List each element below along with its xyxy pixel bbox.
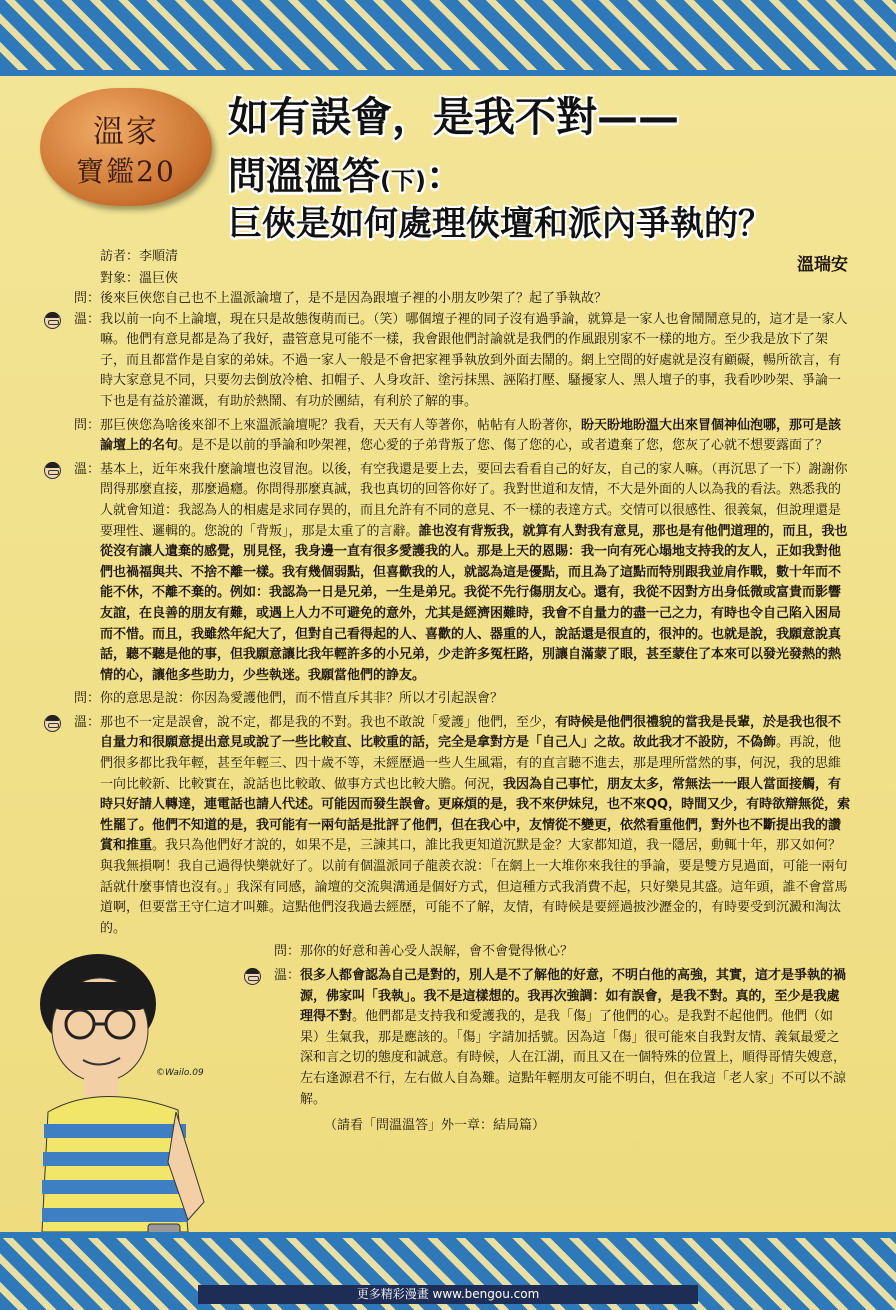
- author-name: 溫瑞安: [797, 255, 848, 275]
- lower-column: [244, 942, 852, 1136]
- answer-plain: 。我只為他們好才說的，如果不是，三諫其口，誰比我更知道沉默是金？大家都知道，我一隱居，動輒十年，那又如何？與我無損啊！我自己過得快樂就好了。以前有個溫派同子龍羨衣說：「在網上一大堆你來我往的爭論，要是雙方見過面，可能一兩句話就什麼事情也沒有。」我深有同感，論壇的交流與溝通是個好方式，但這種方式我消費不起，只好樂見其盛。這年頭，誰不會當馬道啊，但要當王守仁這才叫難。這點他們沒我過去經歷，可能不了解，友情，有時候是要經過披沙瀝金的，有時要受到沉澱和淘汰的。: [100, 838, 848, 936]
- interviewer: 訪者：李順清: [100, 249, 179, 264]
- question-text: [100, 416, 852, 457]
- subject: 對象：溫巨俠: [100, 271, 179, 286]
- question-3: [44, 689, 852, 710]
- answer-label: 溫：: [73, 311, 100, 327]
- closing-note: （請看「問溫溫答」外一章：結局篇）: [324, 1118, 546, 1134]
- answer-label: 溫：: [73, 714, 100, 730]
- answer-label: 溫：: [73, 461, 100, 477]
- question-label: 問：: [73, 691, 100, 707]
- question-1: [44, 289, 852, 310]
- answer-2: [44, 460, 852, 687]
- title-line2-colon: ：: [425, 154, 464, 198]
- answer-text: [100, 713, 852, 940]
- footer-banner[interactable]: 更多精彩漫畫 www.bengou.com: [198, 1285, 698, 1304]
- answer-bold: 很多人都會認為自己是對的，別人是不了解他的好意，不明白他的高強，其實，這才是爭執的禍源，佛家叫「我執」。我不是這樣想的。我再次強調：如有誤會，是我不對。真的，至少是我處理得不對: [300, 968, 847, 1025]
- answer-1: [44, 310, 852, 413]
- answer-text: 我以前一向不上論壇，現在只是故態復萌而已。（笑）哪個壇子裡的同子沒有過爭論，就算是一家人也會鬧鬧意見的，這才是一家人嘛。他們有意見都是為了我好，盡管意見可能不一樣，我會跟他們討論就是我們的作風跟別家不一樣的地方。至少我是放下了架子，而且都當作是自家的弟妹。不過一家人一般是不會把家裡爭執放到外面去鬧的。網上空間的好處就是沒有顧礙，暢所欲言，有時大家意見不同，只要勿去倒放冷槍、扣帽子、人身攻訐、塗污抹黑、誣陷打壓、騷擾家人、黑人壇子的事，我看吵吵架、爭論一下也是有益於灌溉，有助於熱鬧、有功於團結，有利於了解的事。: [100, 311, 848, 409]
- question-4: [244, 942, 852, 963]
- question-label: 問：: [273, 944, 300, 960]
- answer-4: [244, 966, 852, 1110]
- title-line2: [228, 145, 464, 200]
- badge-line1: 溫家: [93, 114, 159, 150]
- answer-text: [300, 966, 852, 1110]
- question-text: 後來巨俠您自己也不上溫派論壇了，是不是因為跟壇子裡的小朋友吵架了？起了爭執故？: [100, 291, 608, 306]
- question-bold: 盼天盼地盼溫大出來冒個神仙泡哪，那可是該論壇上的名句: [100, 417, 842, 454]
- answer-plain: 。再說，他們很多都比我年輕，甚至年輕三、四十歲不等，未經歷過一些人生風霜，有的直言聽不進去，那是理所當然的事，何況，我的思維一向比較新、比較實在，說話也比較敢、做事方式也比較大膽。何況，: [100, 735, 842, 792]
- badge-line2: 寶鑑20: [76, 155, 176, 188]
- title-line1: 如有誤會，是我不對——: [228, 93, 679, 141]
- title-line2-main: 問溫溫答: [228, 154, 381, 198]
- answer-plain: 基本上，近年來我什麼論壇也沒冒泡。以後，有空我還是要上去，要回去看看自己的好友，自己的家人嘛。（再沉思了一下）謝謝你問得那麼直接，那麼過癮。你問得那麼真誠，我也真切的回答你好了。我對世道和友情，不大是外面的人以為我的看法。熟悉我的人就會知道：我認為人的相處是求同存異的，而且允許有不同的意見、不一樣的表達方式。交情可以很感性、很義氣，但說理還是要理性、邏輯的。您說的「背叛」，那是太重了的言辭。: [100, 461, 848, 539]
- title-line2-small: (下): [380, 167, 426, 195]
- question-label: 問：: [73, 291, 100, 306]
- answer-label: 溫：: [273, 968, 300, 983]
- answer-3: [44, 713, 852, 940]
- question-text: 那你的好意和善心受人誤解，會不會覺得愀心？: [300, 944, 574, 960]
- question-2: [44, 416, 852, 457]
- signature: ©Wailo.09: [156, 1068, 204, 1078]
- series-badge-stone: [40, 88, 212, 206]
- answer-plain: 。他們都是支持我和愛護我的，是我「傷」了他們的心。是我對不起他們。他們（如果）生氣我，那是應該的。「傷」字請加括號。因為這「傷」很可能來自我對友情、義氣最愛之深和言之切的態度和誠意。有時候，人在江湖，而且又在一個特殊的位置上，順得哥情失嫂意，左右逢源君不行，左右做人自為難。這點年輕朋友可能不明白，但在我這「老人家」不可以不諒解。: [300, 1009, 847, 1107]
- answer-bold: 有時候是他們很禮貌的當我是長輩，於是我也很不自量力和很願意提出意見或說了一些比較直、比較重的話，完全是拿對方是「自己人」之故。故此我才不設防，不偽飾: [100, 714, 842, 751]
- answer-bold: 我因為自己事忙，朋友太多，常無法一一跟人當面接觸，有時只好請人轉達，連電話也請人代述。可能因而發生誤會。更麻煩的是，我不來伊妹兒，也不來QQ，時間又少，有時欲辯無從，索性罷了。他們不知道的是，我可能有一兩句話是批評了他們，但在我心中，友情從不變更，依然看重他們，對外也不斷提出我的讚賞和推重: [100, 776, 851, 854]
- answer-plain: 那也不一定是誤會，說不定，都是我的不對。我也不敢說「愛護」他們，至少，: [100, 714, 556, 730]
- title-line3: 巨俠是如何處理俠壇和派內爭執的？: [228, 204, 772, 244]
- answer-text: [100, 460, 852, 687]
- question-plain: 那巨俠您為啥後來卻不上來溫派論壇呢？我看，天天有人等著你，帖帖有人盼著你，: [100, 417, 582, 433]
- question-label: 問：: [73, 417, 100, 433]
- question-plain: 。是不是以前的爭論和吵架裡，您心愛的子弟背叛了您、傷了您的心，或者遺棄了您，您灰了心就不想要露面了？: [178, 438, 829, 454]
- answer-bold: 誰也沒有背叛我，就算有人對我有意見，那也是有他們道理的，而且，我也從沒有讓人遺棄的感覺，別見怪，我身邊一直有很多愛護我的人。那是上天的恩賜：我一向有死心塌地支持我的友人，正如我對他們也禍福與共、不捨不離一樣。我有幾個弱點，但喜歡我的人，就認為這是優點，而且為了這點而特別跟我並肩作戰，數十年而不能不休，不離不棄的。例如：我認為一日是兄弟，一生是弟兄。我從不先行傷朋友心。還有，我從不因對方出身低微或富貴而影響友誼，在良善的朋友有難，或遇上人力不可避免的意外，尤其是經濟困難時，我會不自量力的盡一己之力，有時也令自己陷入困局而不惜。而且，我雖然年紀大了，但對自己看得起的人、喜歡的人、器重的人，說話還是很直的，很沖的。也就是說，我願意說真話，聽不聽是他的事，但我願意讓比我年輕許多的小兄弟，少走許多冤枉路，別讓自滿蒙了眼，甚至蒙住了本來可以發光發熱的熱情的心，讓他多些助力，少些執迷。我願當他們的諍友。: [100, 523, 848, 683]
- top-decorative-band: [0, 0, 896, 76]
- question-text: 你的意思是說：你因為愛護他們，而不惜直斥其非？所以才引起誤會？: [100, 691, 504, 707]
